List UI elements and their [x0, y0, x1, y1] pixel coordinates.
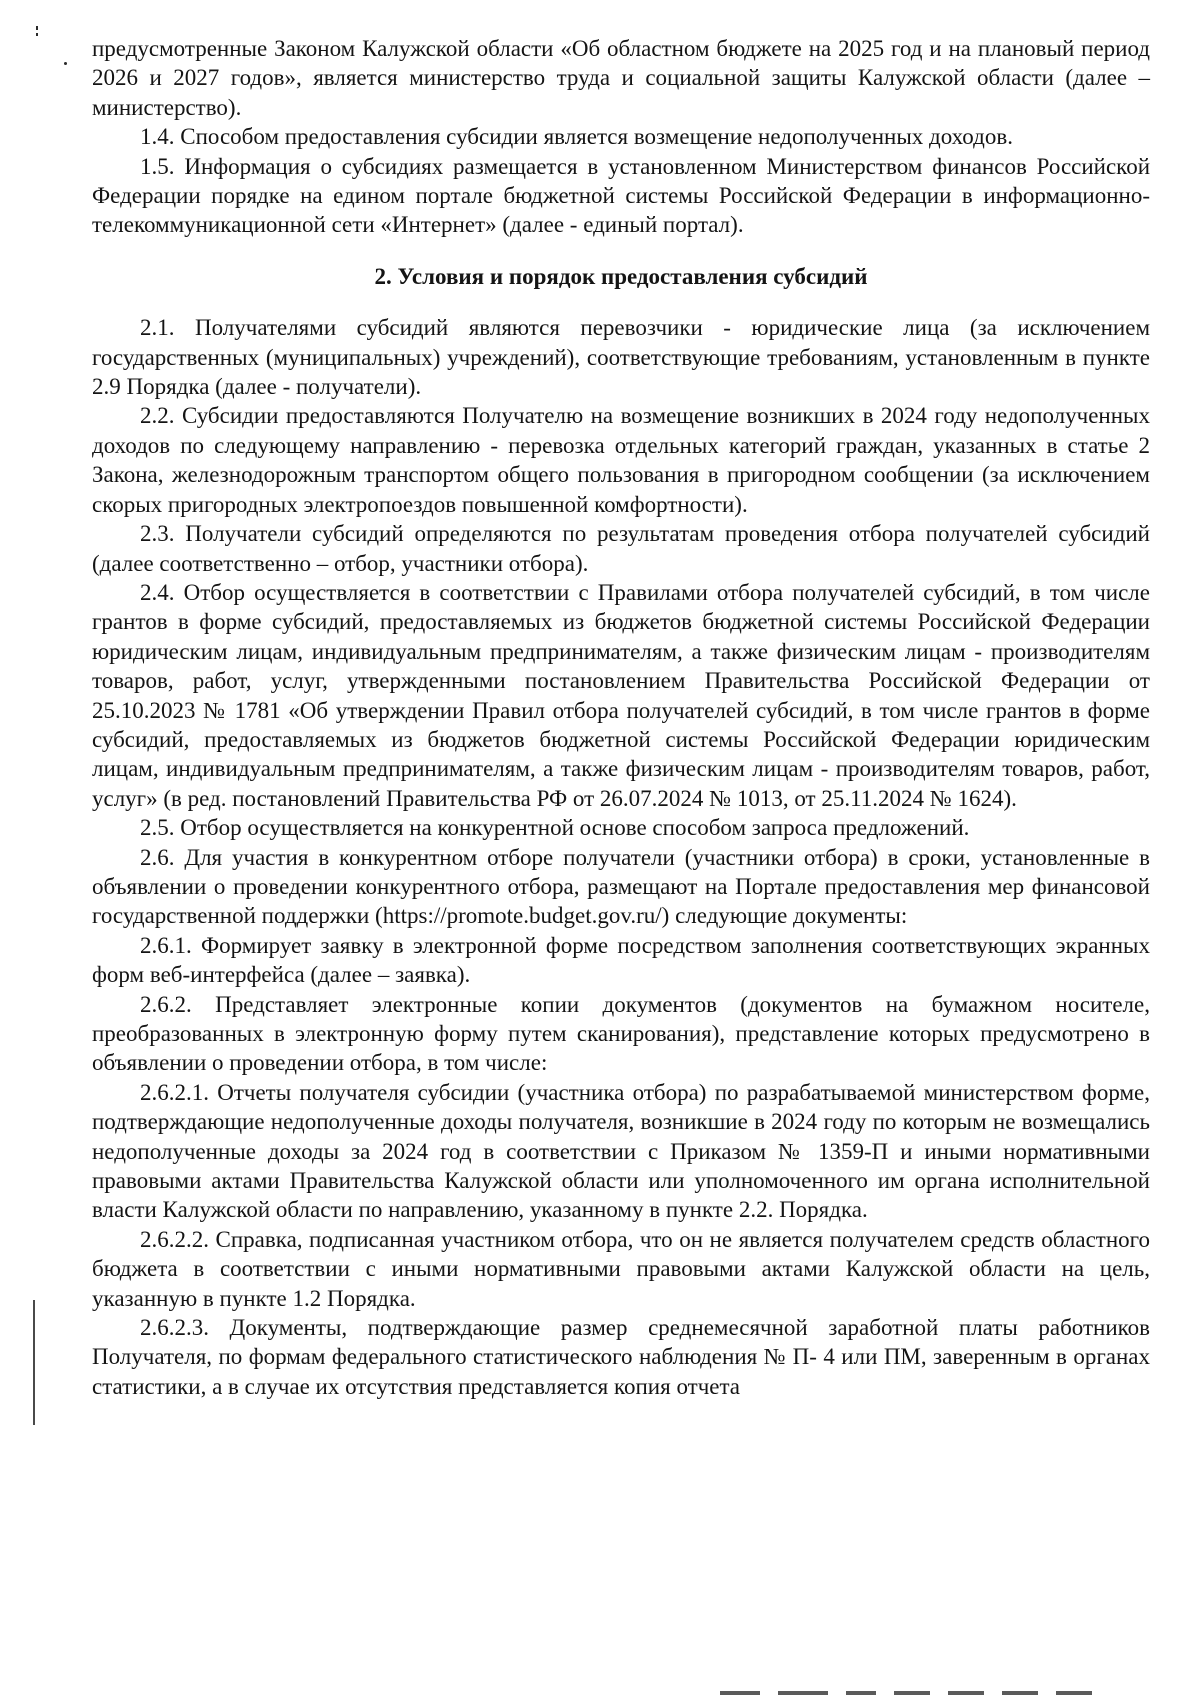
paragraph-2-6-1: 2.6.1. Формирует заявку в электронной форме посредством заполнения соответствующих экранных форм веб-интерфейса (далее – заявка). [92, 932, 1150, 988]
scan-artifact-dash [846, 1691, 876, 1695]
scan-bottom-edge-artifacts [720, 1691, 1160, 1699]
paragraph-2-4: 2.4. Отбор осуществляется в соответствии с Правилами отбора получателей субсидий, в том числе грантов в форме субсидий, предоставляемых из бюджетов бюджетной системы Российской Федерации юридическим лицам, индивидуальным предпринимателям, а также физическим лицам - производителям товаров, работ, услуг, утвержденными постановлением Правительства Российской Федерации от 25.10.2023 № 1781 «Об утверждении Правил отбора получателей субсидий, в том числе грантов в форме субсидий, предоставляемых из бюджетов бюджетной системы Российской Федерации юридическим лицам, индивидуальным предпринимателям, а также физическим лицам - производителям товаров, работ, услуг» (в ред. постановлений Правительства РФ от 26.07.2024 № 1013, от 25.11.2024 № 1624). [92, 579, 1150, 811]
scan-artifact-mark [36, 33, 38, 36]
scan-artifact-dash [1056, 1691, 1092, 1695]
paragraph-2-1: 2.1. Получателями субсидий являются перевозчики - юридические лица (за исключением государственных (муниципальных) учреждений), соответствующие требованиям, установленным в пункте 2.9 Порядка (далее - получатели). [92, 315, 1150, 400]
section-heading: 2. Условия и порядок предоставления субсидий [374, 263, 868, 289]
paragraph-1-5: 1.5. Информация о субсидиях размещается в установленном Министерством финансов Российской Федерации порядке на едином портале бюджетной системы Российской Федерации в информационно-телекоммуникационной сети «Интернет» (далее - единый портал). [92, 153, 1150, 238]
scan-artifact-dash [948, 1691, 984, 1695]
paragraph-2-6-2-2: 2.6.2.2. Справка, подписанная участником отбора, что он не является получателем средств областного бюджета в соответствии с иными нормативными правовыми актами Калужской области на цель, указанную в пункте 1.2 Порядка. [92, 1226, 1150, 1311]
paragraph-2-6-2-1: 2.6.2.1. Отчеты получателя субсидии (участника отбора) по разрабатываемой министерством форме, подтверждающие недополученные доходы получателя, возникшие в 2024 году по которым не возмещались недополученные доходы за 2024 год в соответствии с Приказом № 1359-П и иными нормативными правовыми актами Правительства Калужской области или уполномоченного им органа исполнительной власти Калужской области по направлению, указанному в пункте 2.2. Порядка. [92, 1079, 1150, 1223]
scan-artifact-dash [894, 1691, 930, 1695]
scan-artifact-dash [1002, 1691, 1038, 1695]
paragraph-2-6-2: 2.6.2. Представляет электронные копии документов (документов на бумажном носителе, преобразованных в электронную форму путем сканирования), представление которых предусмотрено в объявлении о проведении отбора, в том числе: [92, 991, 1150, 1076]
scan-artifact-dash [720, 1691, 760, 1695]
scan-binding-line [33, 1300, 35, 1425]
paragraph-2-6-2-3: 2.6.2.3. Документы, подтверждающие размер среднемесячной заработной платы работников Получателя, по формам федерального статистического наблюдения № П- 4 или ПМ, заверенным в органах статистики, а в случае их отсутствия представляется копия отчета [92, 1315, 1150, 1399]
scan-artifact-mark [36, 26, 38, 30]
document-body [92, 34, 1150, 1401]
paragraph-1-4: 1.4. Способом предоставления субсидии является возмещение недополученных доходов. [140, 124, 1013, 150]
scan-artifact-dot [64, 62, 67, 65]
paragraph-continuation: предусмотренные Законом Калужской области «Об областном бюджете на 2025 год и на плановый период 2026 и 2027 годов», является министерство труда и социальной защиты Калужской области (далее – министерство). [92, 36, 1150, 120]
scan-artifact-dash [778, 1691, 828, 1695]
paragraph-2-6: 2.6. Для участия в конкурентном отборе получатели (участники отбора) в сроки, установленные в объявлении о проведении конкурентного отбора, размещают на Портале предоставления мер финансовой государственной поддержки (https://promote.budget.gov.ru/) следующие документы: [92, 844, 1150, 929]
paragraph-2-5: 2.5. Отбор осуществляется на конкурентной основе способом запроса предложений. [140, 815, 970, 841]
paragraph-2-3: 2.3. Получатели субсидий определяются по результатам проведения отбора получателей субсидий (далее соответственно – отбор, участники отбора). [92, 521, 1150, 576]
paragraph-2-2: 2.2. Субсидии предоставляются Получателю на возмещение возникших в 2024 году недополученных доходов по следующему направлению - перевозка отдельных категорий граждан, указанных в статье 2 Закона, железнодорожным транспортом общего пользования в пригородном сообщении (за исключением скорых пригородных электропоездов повышенной комфортности). [92, 403, 1150, 517]
